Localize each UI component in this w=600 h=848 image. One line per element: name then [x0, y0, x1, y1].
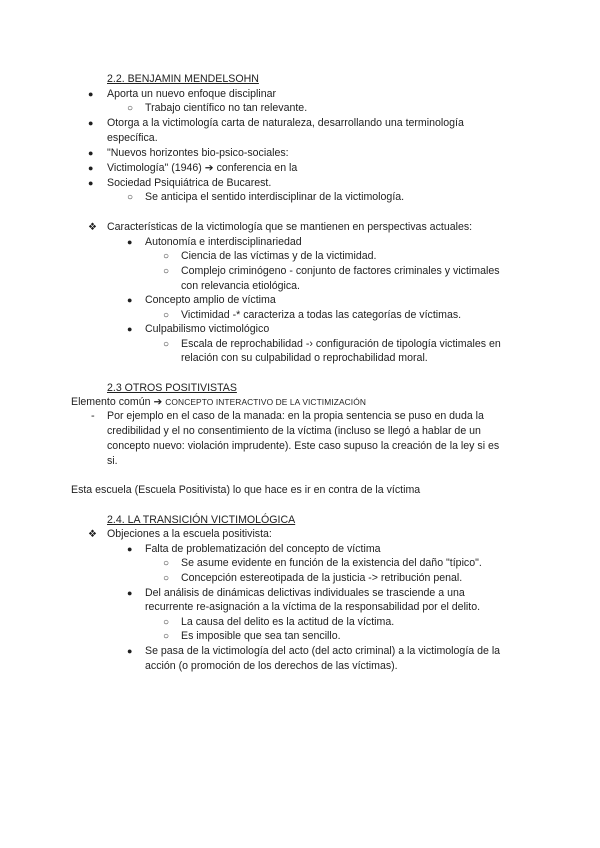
bullet-icon [88, 176, 93, 191]
bullet-icon [127, 542, 132, 557]
common-element-label: Elemento común ➔ [71, 396, 163, 408]
list-item-continuation: específica. [107, 132, 158, 144]
sub-bullet-icon [163, 556, 169, 572]
sub-bullet-icon [163, 629, 169, 645]
bullet-icon [127, 293, 132, 308]
diamond-bullet-icon [88, 220, 97, 236]
paragraph-line: Esta escuela (Escuela Positivista) lo que hace es ir en contra de la víctima [71, 484, 421, 496]
paragraph-line: credibilidad y el no consentimiento de la víctima (incluso se llegó a hablar de un [107, 425, 481, 437]
list-item: Otorga a la victimología carta de naturaleza, desarrollando una terminología [107, 117, 464, 129]
list-item: Objeciones a la escuela positivista: [107, 528, 272, 540]
list-item: Falta de problematización del concepto de víctima [145, 543, 381, 555]
dash-bullet-icon [91, 409, 95, 424]
list-item-continuation: relación con su culpabilidad o reprochabilidad moral. [181, 352, 428, 364]
list-item: Se anticipa el sentido interdisciplinar de la victimología. [145, 191, 405, 203]
sub-bullet-icon [163, 571, 169, 587]
list-item: Es imposible que sea tan sencillo. [181, 630, 341, 642]
diamond-bullet-icon [88, 527, 97, 543]
list-item: Complejo criminógeno - conjunto de factores criminales y victimales [181, 265, 500, 277]
list-item-continuation: con relevancia etiológica. [181, 280, 300, 292]
bullet-icon [88, 146, 93, 161]
list-item: Del análisis de dinámicas delictivas individuales se trasciende a una [145, 587, 465, 599]
list-item: Victimidad -* caracteriza a todas las categorías de víctimas. [181, 309, 462, 321]
paragraph-line: concepto nuevo: violación imprudente). Este caso supuso la creación de la ley si es [107, 440, 500, 452]
list-item: Concepto amplio de víctima [145, 294, 276, 306]
paragraph-line: Por ejemplo en el caso de la manada: en la propia sentencia se puso en duda la [107, 410, 484, 422]
bullet-icon [127, 644, 132, 659]
concept-label: CONCEPTO INTERACTIVO DE LA VICTIMIZACIÓN [165, 397, 366, 407]
bullet-icon [127, 586, 132, 601]
list-item: Aporta un nuevo enfoque disciplinar [107, 88, 277, 100]
section-heading-2-2: 2.2. BENJAMIN MENDELSOHN [107, 73, 259, 85]
sub-bullet-icon [163, 264, 169, 280]
list-item: Sociedad Psiquiátrica de Bucarest. [107, 177, 272, 189]
list-item-continuation: recurrente re-asignación a la víctima de la responsabilidad por el delito. [145, 601, 481, 613]
list-item: La causa del delito es la actitud de la víctima. [181, 616, 395, 628]
sub-bullet-icon [163, 337, 169, 353]
bullet-icon [127, 322, 132, 337]
paragraph-line: si. [107, 455, 118, 467]
list-item: "Nuevos horizontes bio-psico-sociales: [107, 147, 289, 159]
list-item: Se asume evidente en función de la existencia del daño "típico". [181, 557, 482, 569]
bullet-icon [88, 116, 93, 131]
paragraph-line [71, 395, 366, 410]
sub-bullet-icon [163, 249, 169, 265]
sub-bullet-icon [127, 190, 133, 206]
list-item-continuation: acción (o promoción de los derechos de las víctimas). [145, 660, 398, 672]
bullet-icon [88, 161, 93, 176]
list-item: Trabajo científico no tan relevante. [145, 102, 308, 114]
list-item: Ciencia de las víctimas y de la victimidad. [181, 250, 377, 262]
section-heading-2-4: 2.4. LA TRANSICIÓN VICTIMOLÓGICA [107, 514, 296, 526]
list-item: Se pasa de la victimología del acto (del acto criminal) a la victimología de la [145, 645, 501, 657]
list-item: Victimología" (1946) ➔ conferencia en la [107, 162, 298, 174]
section-heading-2-3: 2.3 OTROS POSITIVISTAS [107, 382, 237, 394]
bullet-icon [127, 235, 132, 250]
list-item: Concepción estereotipada de la justicia -> retribución penal. [181, 572, 463, 584]
list-item: Autonomía e interdisciplinariedad [145, 236, 302, 248]
sub-bullet-icon [127, 101, 133, 117]
list-item: Características de la victimología que se mantienen en perspectivas actuales: [107, 221, 473, 233]
list-item: Escala de reprochabilidad -› configuración de tipología victimales en [181, 338, 501, 350]
list-item: Culpabilismo victimológico [145, 323, 270, 335]
bullet-icon [88, 87, 93, 102]
